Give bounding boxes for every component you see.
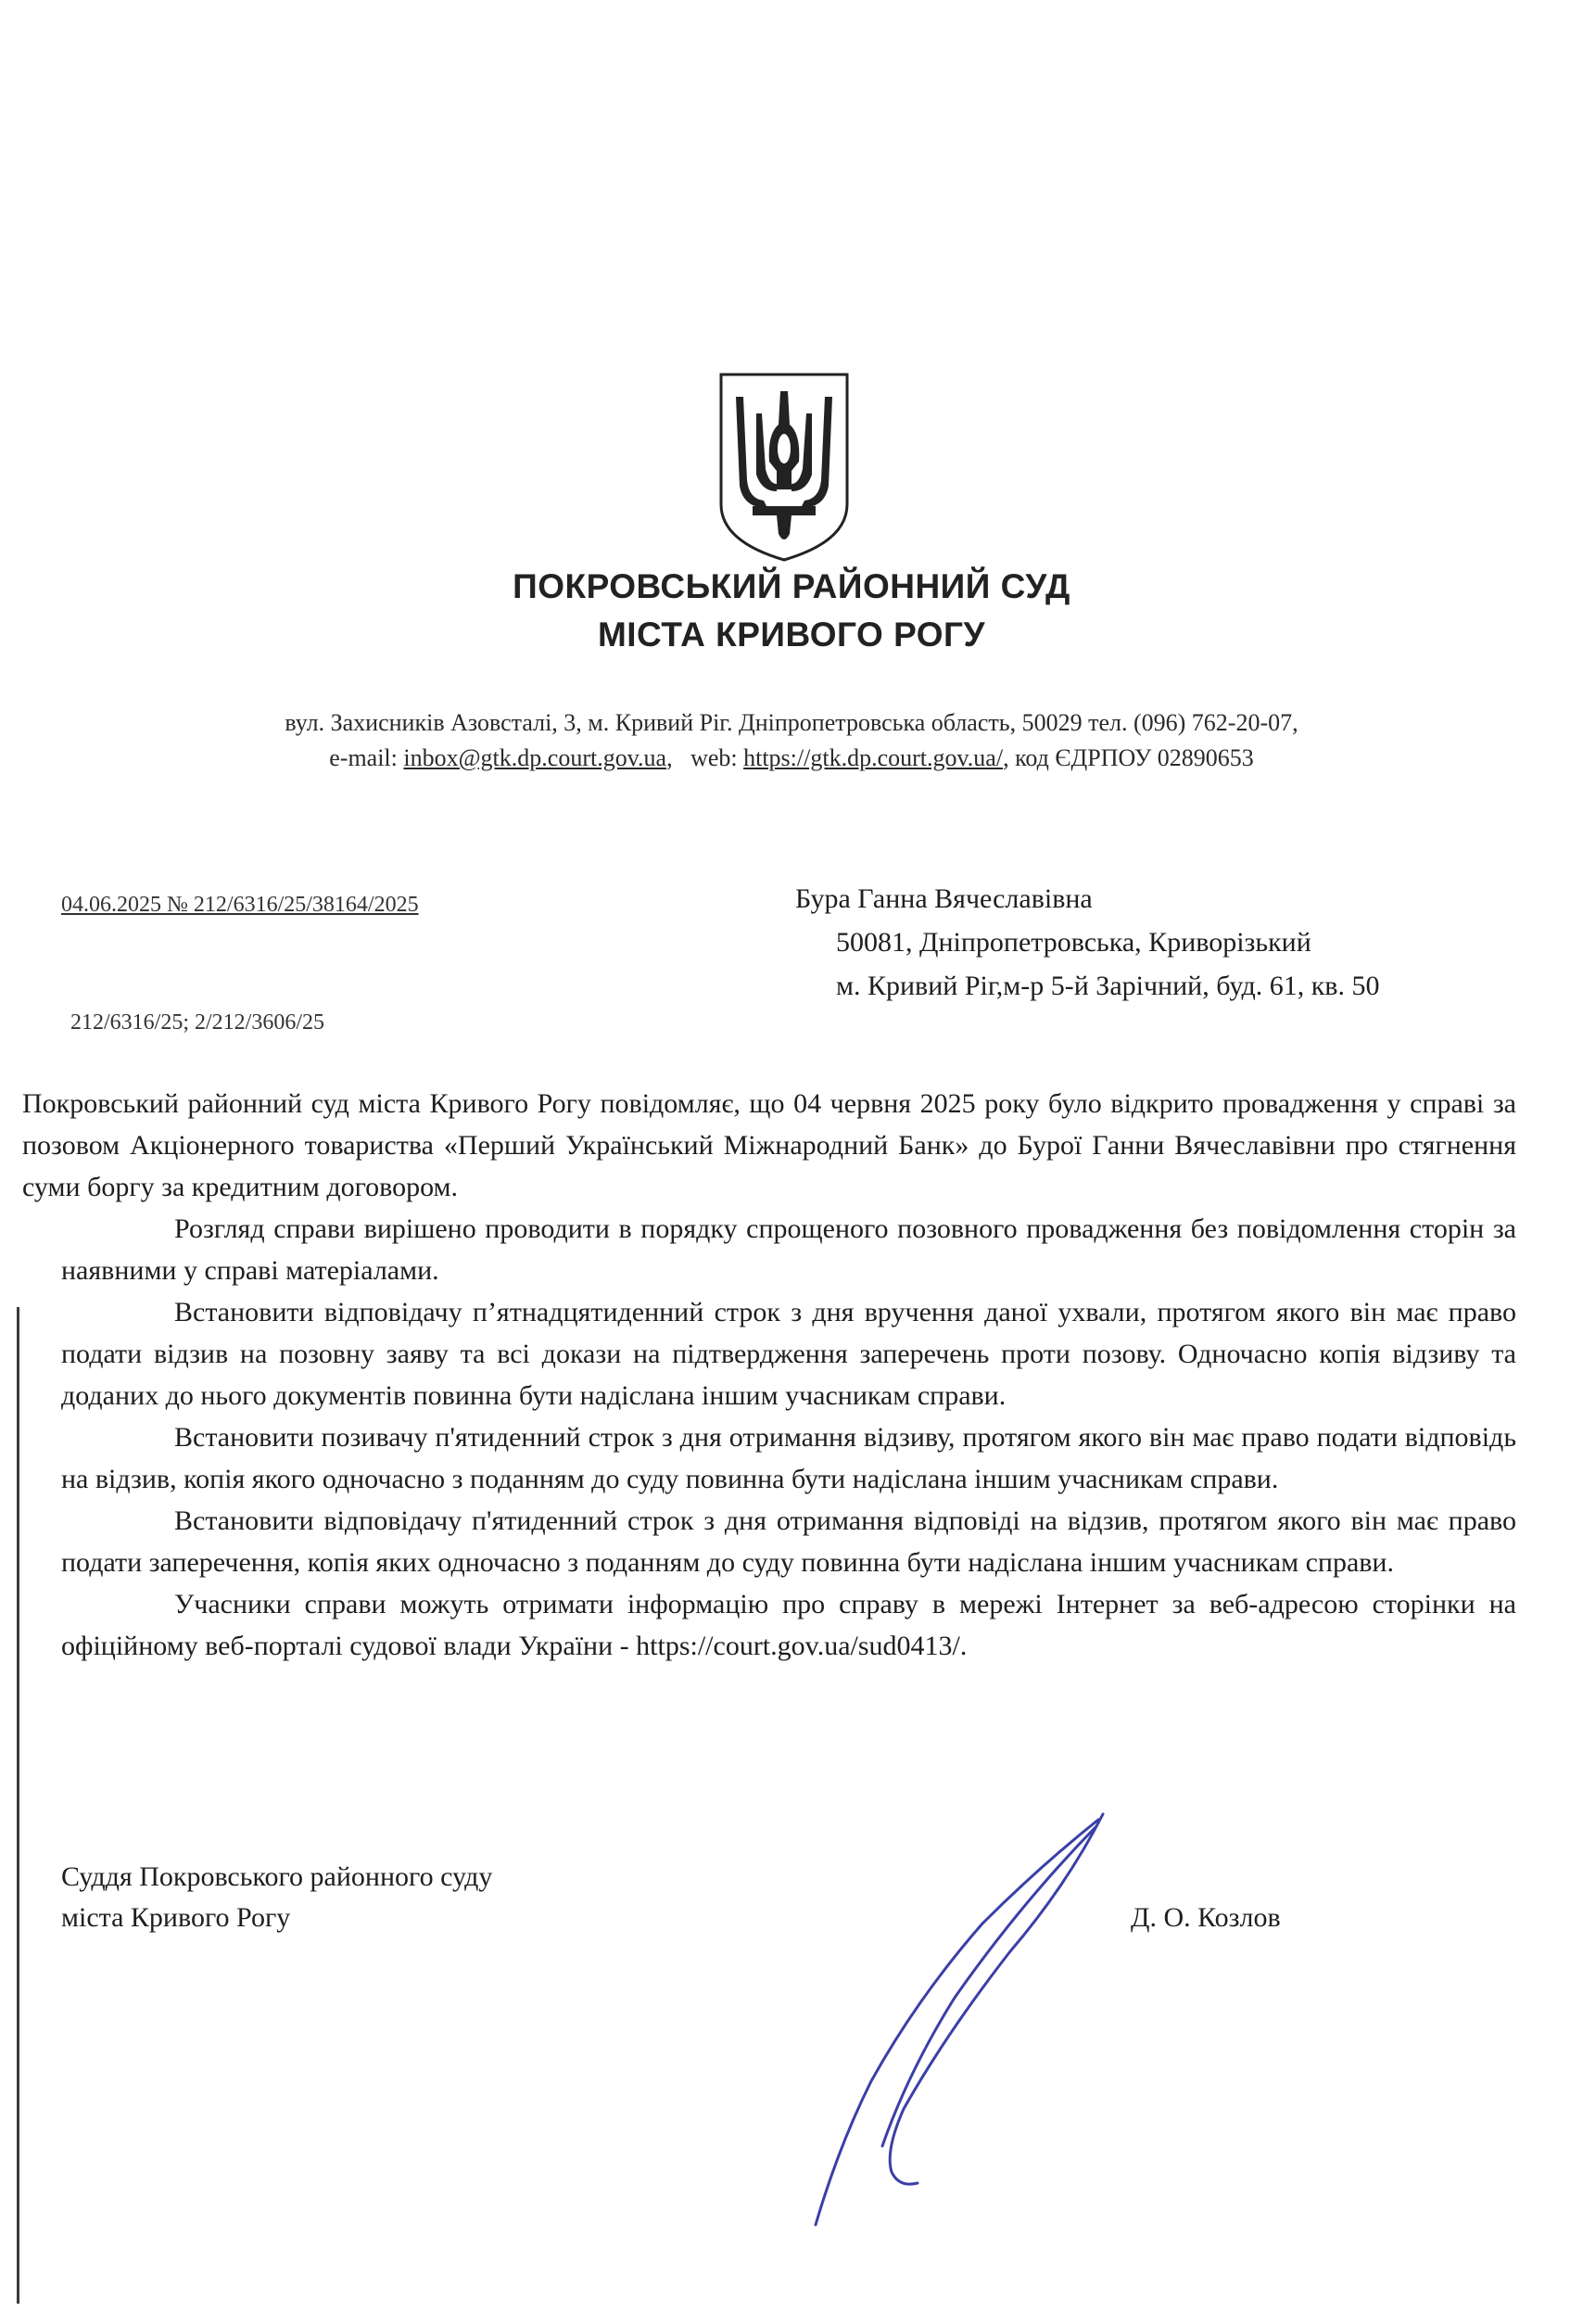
body-paragraph-6: Учасники справи можуть отримати інформацію про справу в мережі Інтернет за веб-адресою сторінки на офіційному веб-порталі судової влади України - https://court.gov.ua/sud0413/.	[61, 1589, 1516, 1661]
body-paragraph-5: Встановити відповідачу п'ятиденний строк з дня отримання відповіді на відзив, протягом якого він має право подати заперечення, копія яких одночасно з поданням до суду повинна бути надіслана іншим учасникам справи.	[61, 1505, 1516, 1578]
email-link[interactable]: inbox@gtk.dp.court.gov.ua	[403, 744, 667, 771]
court-address: вул. Захисників Азовсталі, 3, м. Кривий Ріг. Дніпропетровська область, 50029 тел. (096) 762-20-07,	[285, 709, 1298, 736]
court-contacts: e-mail: inbox@gtk.dp.court.gov.ua, web: https://gtk.dp.court.gov.ua/, код ЄДРПОУ 02890653	[329, 744, 1254, 771]
email-label: e-mail:	[329, 744, 398, 771]
recipient-address-line2: м. Кривий Ріг,м-р 5-й Зарічний, буд. 61, кв. 50	[836, 971, 1380, 1001]
recipient-address-line1: 50081, Дніпропетровська, Криворізький	[836, 927, 1311, 958]
web-label: web:	[690, 744, 738, 771]
body-paragraph-4: Встановити позивачу п'ятиденний строк з дня отримання відзиву, протягом якого він має право подати відповідь на відзив, копія якого одночасно з поданням до суду повинна бути надіслана іншим учасникам справи.	[61, 1422, 1516, 1494]
judge-name: Д. О. Козлов	[1131, 1902, 1281, 1933]
judge-title-line1: Суддя Покровського районного суду	[61, 1861, 493, 1892]
court-name-line2: МІСТА КРИВОГО РОГУ	[597, 616, 986, 654]
handwritten-signature	[732, 1803, 1121, 2239]
court-name-line1: ПОКРОВСЬКИЙ РАЙОННИЙ СУД	[513, 567, 1070, 605]
judge-title	[61, 1857, 492, 1938]
scan-edge-line	[17, 1307, 19, 2304]
recipient-name: Бура Ганна Вячеславівна	[795, 883, 1093, 914]
body-paragraph-3: Встановити відповідачу п’ятнадцятиденний строк з дня вручення даної ухвали, протягом якого він має право подати відзив на позовну заяву та всі докази на підтвердження заперечень проти позову. Одночасно копія відзиву та доданих до нього документів повинна бути надіслана іншим учасникам справи.	[61, 1297, 1516, 1411]
letter-body	[22, 1083, 1516, 1667]
case-numbers: 212/6316/25; 2/212/3606/25	[70, 1010, 325, 1035]
web-link[interactable]: https://gtk.dp.court.gov.ua/	[743, 744, 1004, 771]
judge-title-line2: міста Кривого Рогу	[61, 1902, 291, 1933]
body-paragraph-2: Розгляд справи вирішено проводити в порядку спрощеного позовного провадження без повідомлення сторін за наявними у справі матеріалами.	[61, 1213, 1516, 1286]
edrpou-code: код ЄДРПОУ 02890653	[1015, 744, 1254, 771]
body-paragraph-1: Покровський районний суд міста Кривого Рогу повідомляє, що 04 червня 2025 року було відкрито провадження у справі за позовом Акціонерного товариства «Перший Український Міжнародний Банк» до Бурої Ганни Вячеславівни про стягнення суми боргу за кредитним договором.	[22, 1088, 1516, 1202]
coat-of-arms-icon	[716, 369, 853, 564]
outgoing-number: 04.06.2025 № 212/6316/25/38164/2025	[61, 893, 419, 917]
